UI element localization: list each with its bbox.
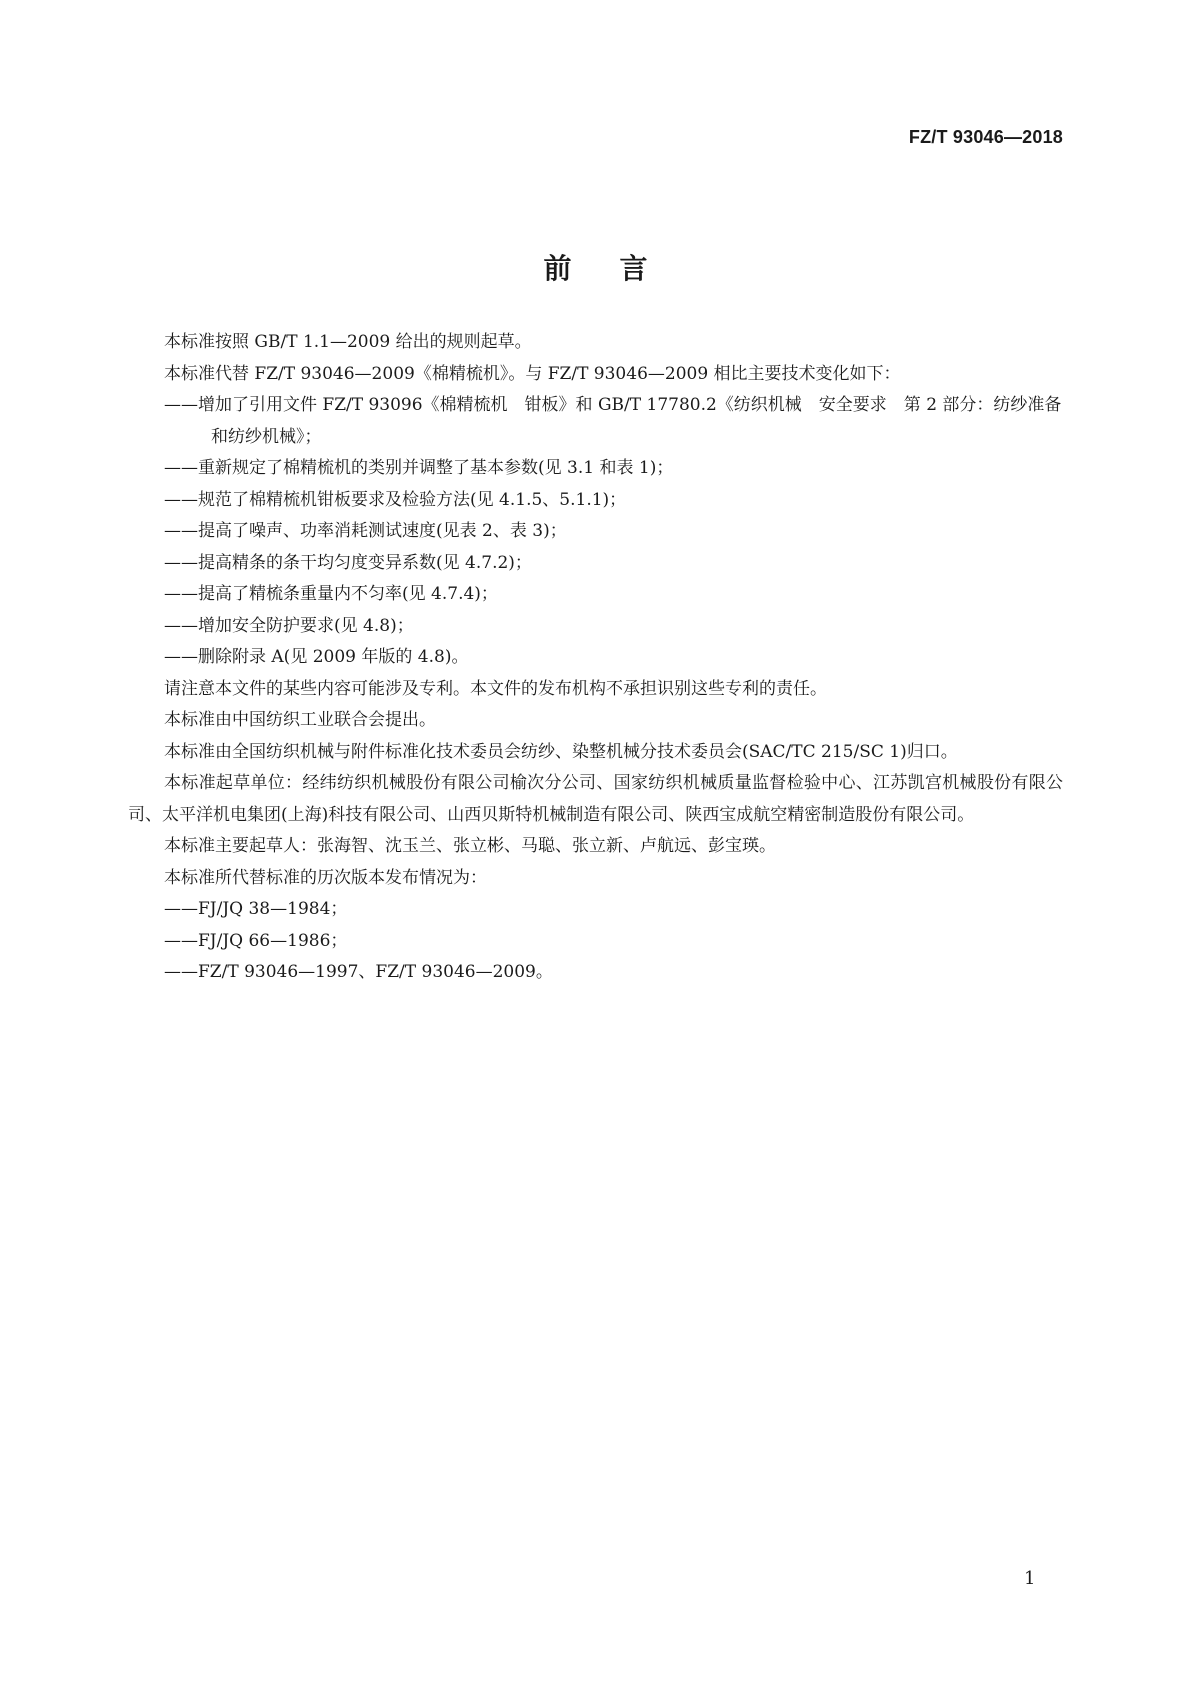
- change-item: ——删除附录 A(见 2009 年版的 4.8)。: [164, 647, 469, 667]
- change-item: ——提高了噪声、功率消耗测试速度(见表 2、表 3)；: [164, 521, 567, 541]
- paragraph-patent-notice: 请注意本文件的某些内容可能涉及专利。本文件的发布机构不承担识别这些专利的责任。: [164, 678, 827, 699]
- paragraph-proposer: 本标准由中国纺织工业联合会提出。: [164, 710, 436, 730]
- paragraph-drafting-rules: 本标准按照 GB/T 1.1—2009 给出的规则起草。: [164, 332, 532, 352]
- change-item: ——规范了棉精梳机钳板要求及检验方法(见 4.1.5、5.1.1)；: [164, 489, 627, 510]
- change-item: ——提高了精梳条重量内不匀率(见 4.7.4)；: [164, 584, 498, 604]
- paragraph-previous-editions: 本标准所代替标准的历次版本发布情况为：: [164, 867, 487, 888]
- page-number: 1: [1024, 1568, 1036, 1589]
- edition-item: ——FZ/T 93046—1997、FZ/T 93046—2009。: [164, 962, 553, 982]
- paragraph-replacement-note: 本标准代替 FZ/T 93046—2009《棉精梳机》。与 FZ/T 93046—2009 相比主要技术变化如下：: [164, 363, 901, 384]
- standard-code: FZ/T 93046—2018: [908, 127, 1063, 147]
- page-title: 前言: [543, 251, 696, 285]
- edition-item: ——FJ/JQ 38—1984；: [164, 899, 348, 919]
- paragraph-technical-committee: 本标准由全国纺织机械与附件标准化技术委员会纺纱、染整机械分技术委员会(SAC/TC 215/SC 1)归口。: [164, 741, 958, 762]
- foreword-body: [128, 327, 1063, 989]
- change-item: ——提高精条的条干均匀度变异系数(见 4.7.2)；: [164, 552, 532, 573]
- paragraph-drafting-units: 本标准起草单位：经纬纺织机械股份有限公司榆次分公司、国家纺织机械质量监督检验中心、江苏凯宫机械股份有限公司、太平洋机电集团(上海)科技有限公司、山西贝斯特机械制造有限公司、陕西宝成航空精密制造股份有限公司。: [128, 773, 1063, 825]
- paragraph-drafters: 本标准主要起草人：张海智、沈玉兰、张立彬、马聪、张立新、卢航远、彭宝瑛。: [164, 836, 776, 856]
- change-item: ——增加了引用文件 FZ/T 93096《棉精梳机 钳板》和 GB/T 17780.2《纺织机械 安全要求 第 2 部分：纺纱准备和纺纱机械》；: [164, 395, 1062, 447]
- change-item: ——重新规定了棉精梳机的类别并调整了基本参数(见 3.1 和表 1)；: [164, 458, 674, 478]
- change-item: ——增加安全防护要求(见 4.8)；: [164, 615, 414, 636]
- edition-item: ——FJ/JQ 66—1986；: [164, 930, 348, 951]
